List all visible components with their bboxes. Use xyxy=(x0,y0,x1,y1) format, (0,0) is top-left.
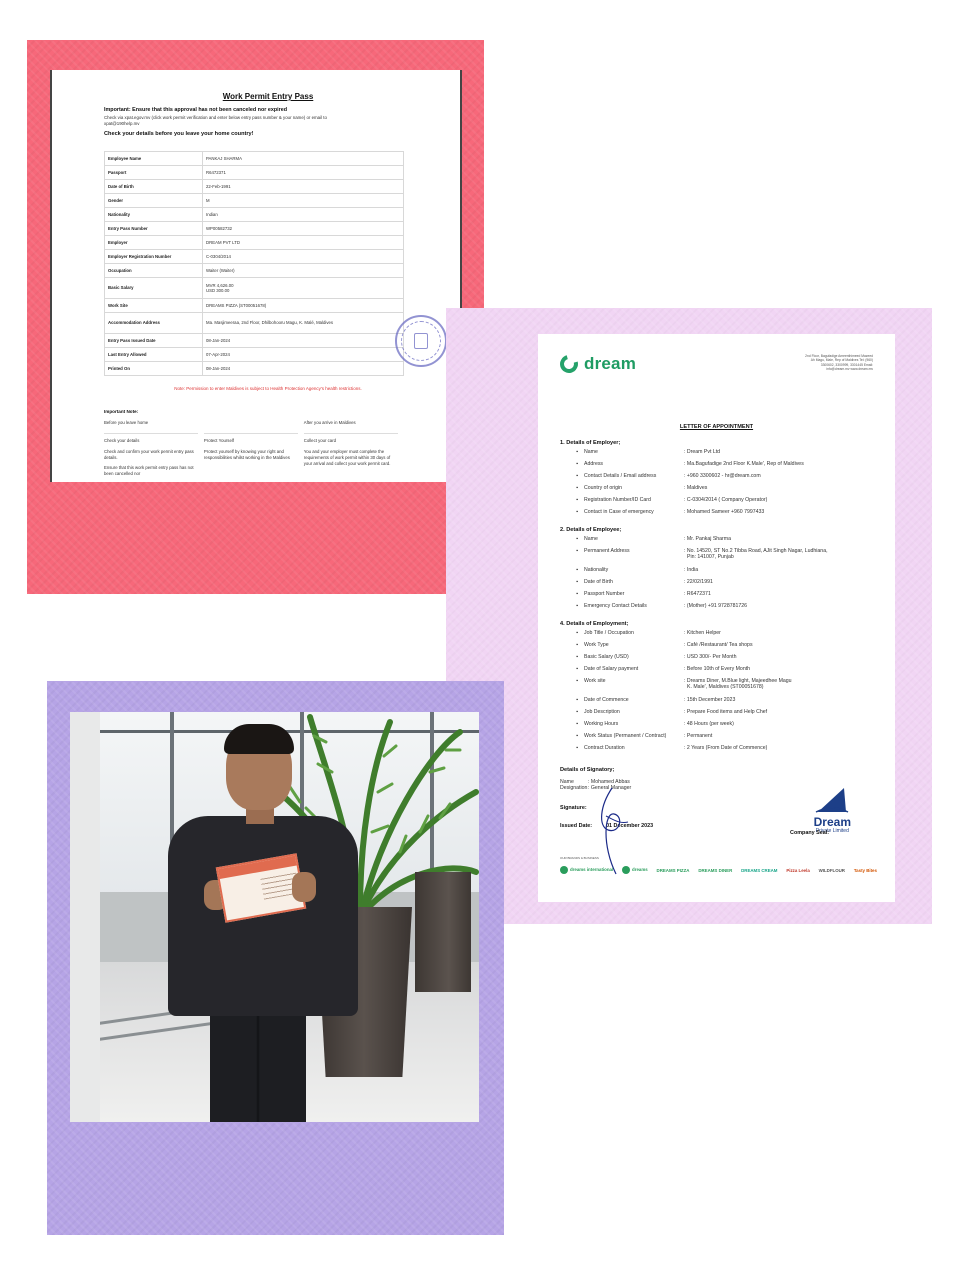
permit-row-label: Printed On xyxy=(105,361,203,375)
permit-row-label: Employer xyxy=(105,235,203,249)
signature-scribble-icon xyxy=(590,786,640,876)
col-title-protect: Protect Yourself xyxy=(203,437,234,443)
permit-row-value: C-0304/2014 xyxy=(203,249,404,263)
permit-title: Work Permit Entry Pass xyxy=(222,92,314,101)
sail-logo-icon xyxy=(814,786,850,814)
plant-pot-right xyxy=(415,872,471,992)
signature-label: Signature: xyxy=(560,805,587,811)
permit-row xyxy=(105,361,404,375)
list-item-label: Basic Salary (USD) xyxy=(584,654,629,660)
dream-logo xyxy=(560,354,636,374)
list-item xyxy=(560,733,873,745)
permit-col-before xyxy=(104,420,204,477)
permit-important-note: Important Note: xyxy=(104,408,139,414)
col-text-protect: Protect yourself by knowing your right and responsibilities whilst working in the Maldives xyxy=(203,448,290,460)
permit-row-value: Ma. Masjimeeraa, 2nd Floor, Dhilbohooru Magu, K. Malé, Maldives xyxy=(203,312,404,333)
list-item-value: : 2 Years (From Date of Commence) xyxy=(684,745,768,751)
permit-row xyxy=(105,263,404,277)
list-item-label: Date of Commence xyxy=(584,697,629,703)
list-item xyxy=(560,666,873,678)
permit-row-value: WP00582732 xyxy=(203,221,404,235)
permit-row xyxy=(105,347,404,361)
list-item-value: : Dream Pvt Ltd xyxy=(684,449,721,455)
list-item-value: : India xyxy=(684,567,699,573)
list-item-value: : Prepare Food items and Help Chef xyxy=(684,709,768,715)
brand-tasty-bites: Tasty Bites xyxy=(853,867,877,873)
permit-row-value: 08-Jan-2024 xyxy=(203,333,404,347)
list-item-label: Date of Salary payment xyxy=(584,666,639,672)
list-item-value: : Dreams Diner, M.Blue light, Majeedhee Magu K. Male', Maldives (ST00051678) xyxy=(684,678,792,690)
list-item xyxy=(560,497,873,509)
list-item xyxy=(560,603,873,615)
list-item-label: Job Description xyxy=(584,709,620,715)
issued-date-label: Issued Date: xyxy=(560,823,593,829)
list-item-value: : Mohamed Sameer +960 7997433 xyxy=(684,509,765,515)
list-item-label: Job Title / Occupation xyxy=(584,630,634,636)
bullet-icon: ▪ xyxy=(576,642,578,648)
bullet-icon: ▪ xyxy=(576,536,578,542)
permit-row xyxy=(105,333,404,347)
list-item-value: : 22/02/1991 xyxy=(684,579,713,585)
permit-row xyxy=(105,249,404,263)
bullet-icon: ▪ xyxy=(576,509,578,515)
header-address: 2nd Floor, Bagufadige Ameenthimeed Mazeed Ah Magu, Male, Rep of Maldives Tel: (960) 3300602, 3300999, 3301445 Email: info@dream.mv www.dream.mv xyxy=(805,354,873,372)
list-item-label: Nationality xyxy=(584,567,609,573)
permit-col-after xyxy=(304,420,404,477)
list-item xyxy=(560,591,873,603)
list-item xyxy=(560,548,873,567)
permit-check-heading: Check your details before you leave your home country! xyxy=(104,130,254,137)
col-text-collect: You and your employer must complete the requirements of work permit within 30 days of your arrival and collect your work permit card. xyxy=(303,448,391,466)
permit-row-value: 08-Jan-2024 xyxy=(203,361,404,375)
list-item-value: : Before 10th of Every Month xyxy=(684,666,751,672)
list-item-label: Work site xyxy=(584,678,606,684)
brand-pizza-leela: Pizza Leela xyxy=(786,867,810,873)
permit-row xyxy=(105,193,404,207)
employment-list xyxy=(560,630,873,757)
company-stamp xyxy=(814,786,851,834)
signatory-designation-label: Designation xyxy=(560,785,588,791)
list-item xyxy=(560,654,873,666)
list-item-label: Working Hours xyxy=(584,721,619,727)
list-item xyxy=(560,473,873,485)
permit-row xyxy=(105,207,404,221)
bullet-icon: ▪ xyxy=(576,654,578,660)
list-item xyxy=(560,485,873,497)
list-item-value: : (Mother) +91 9728781726 xyxy=(684,603,748,609)
list-item-value: : Café /Restaurant/ Tea shops xyxy=(684,642,753,648)
brand-dreams-cream: DREAMS CREAM xyxy=(741,867,778,873)
col-title-collect: Collect your card xyxy=(303,437,337,443)
list-item xyxy=(560,709,873,721)
letter-header xyxy=(560,354,873,402)
list-item xyxy=(560,567,873,579)
brand-wildflour: WILDFLOUR xyxy=(818,867,845,873)
list-item-label: Name xyxy=(584,449,598,455)
dream-logo-icon xyxy=(557,352,582,377)
list-item-label: Contact in Case of emergency xyxy=(584,509,654,515)
bullet-icon: ▪ xyxy=(576,603,578,609)
list-item-label: Work Type xyxy=(584,642,609,648)
stamp-name: Dream xyxy=(813,815,851,829)
permit-row-label: Date of Birth xyxy=(105,179,203,193)
permit-row-label: Nationality xyxy=(105,207,203,221)
permit-row-label: Employee Name xyxy=(105,151,203,165)
list-item-value: : Kitchen Helper xyxy=(684,630,721,636)
list-item-value: : USD 300/- Per Month xyxy=(684,654,737,660)
signatory-designation-value: : General Manager xyxy=(588,785,632,791)
list-item xyxy=(560,745,873,757)
permit-row xyxy=(105,165,404,179)
permit-row-label: Occupation xyxy=(105,263,203,277)
person-hair xyxy=(224,724,294,754)
list-item-label: Work Status (Permanent / Contract) xyxy=(584,733,667,739)
permit-row-label: Entry Pass Issued Date xyxy=(105,333,203,347)
permit-details-table xyxy=(104,151,404,376)
work-permit-document xyxy=(50,70,462,482)
permit-row xyxy=(105,221,404,235)
list-item xyxy=(560,509,873,521)
bullet-icon: ▪ xyxy=(576,721,578,727)
permit-row xyxy=(105,312,404,333)
permit-note-columns xyxy=(104,420,404,477)
permit-row xyxy=(105,298,404,312)
list-item-label: Country of origin xyxy=(584,485,623,491)
list-item xyxy=(560,449,873,461)
company-seal-label: Company Seal: xyxy=(790,830,829,836)
permit-row-value: R6472371 xyxy=(203,165,404,179)
permit-row xyxy=(105,179,404,193)
brand-dreams-pizza: DREAMS PIZZA xyxy=(656,867,690,873)
permit-row-label: Entry Pass Number xyxy=(105,221,203,235)
issued-date-value: 01 December 2023 xyxy=(606,823,654,829)
list-item-label: Emergency Contact Details xyxy=(584,603,647,609)
list-item-label: Registration Number/ID Card xyxy=(584,497,651,503)
permit-col-protect xyxy=(204,420,304,477)
permit-row-label: Gender xyxy=(105,193,203,207)
bullet-icon: ▪ xyxy=(576,709,578,715)
permit-row-value: Waiter (Waiter) xyxy=(203,263,404,277)
bullet-icon: ▪ xyxy=(576,630,578,636)
permit-row-label: Work Site xyxy=(105,298,203,312)
employer-list xyxy=(560,449,873,521)
bullet-icon: ▪ xyxy=(576,485,578,491)
bullet-icon: ▪ xyxy=(576,449,578,455)
permit-row-label: Basic Salary xyxy=(105,277,203,298)
brand-dreams-diner: DREAMS DINER xyxy=(698,867,733,873)
bullet-icon: ▪ xyxy=(576,548,578,554)
list-item-label: Date of Birth xyxy=(584,579,613,585)
brand-dreams-international: dreams international xyxy=(560,866,613,874)
list-item-value: : Ma.Bagufadige 2nd Floor K.Male', Rep of Maldives xyxy=(684,461,804,467)
permit-row-label: Last Entry Allowed xyxy=(105,347,203,361)
list-item-label: Passport Number xyxy=(584,591,625,597)
bullet-icon: ▪ xyxy=(576,567,578,573)
list-item-label: Name xyxy=(584,536,598,542)
permit-note: Check via xpat.egov.mv (click work permit verification and enter below entry pass number & your name) or email to xpat@190help.mv xyxy=(104,115,327,126)
list-item-value: : +960 3300602 - hr@dream.com xyxy=(684,473,761,479)
list-item-value: : 48 Hours (per week) xyxy=(684,721,734,727)
list-item xyxy=(560,536,873,548)
permit-row-value: PANKAJ SHARMA xyxy=(203,151,404,165)
stamp-subtitle: Private Limited xyxy=(815,828,849,834)
section-employer: 1. Details of Employer; xyxy=(560,440,621,446)
bullet-icon: ▪ xyxy=(576,497,578,503)
brand-logos-row xyxy=(560,866,877,874)
list-item-label: Address xyxy=(584,461,604,467)
brand-name: dream xyxy=(584,354,637,373)
section-employee: 2. Details of Employee; xyxy=(560,527,622,533)
list-item-value: : 15th December 2023 xyxy=(684,697,736,703)
brand-dreams: dreams xyxy=(622,866,648,874)
col-head-after: After you arrive in Maldives xyxy=(304,420,398,434)
permit-row-value: 07-Apr-2024 xyxy=(203,347,404,361)
bullet-icon: ▪ xyxy=(576,697,578,703)
traveler-photo xyxy=(70,712,479,1122)
col-head-before: Before you leave home xyxy=(104,420,198,434)
permit-row-value: DREAMS PIZZA (ST00051678) xyxy=(203,298,404,312)
list-item-value: : No. 14520, ST No.2 Tibba Road, AJit Singh Nagar, Ludhiana, Pin: 141007, Punjab xyxy=(684,548,828,560)
brands-label: OUR BRANDS & BUSINESS xyxy=(560,856,599,860)
col-title-check: Check your details xyxy=(104,437,140,443)
permit-warning: Note: Permission to enter Maldives is subject to Health Protection Agency's health restrictions. xyxy=(174,385,362,391)
employee-list xyxy=(560,536,873,615)
list-item xyxy=(560,721,873,733)
permit-row-value: MVR 4,626.00 USD 300.00 xyxy=(203,277,404,298)
col-text-check: Check and confirm your work permit entry pass details. xyxy=(104,448,194,460)
person-legs xyxy=(210,1008,306,1122)
bullet-icon: ▪ xyxy=(576,733,578,739)
permit-row-label: Passport xyxy=(105,165,203,179)
bullet-icon: ▪ xyxy=(576,473,578,479)
government-seal-icon xyxy=(395,315,447,367)
permit-important: Important: Ensure that this approval has not been canceled nor expired xyxy=(104,107,288,113)
permit-row-value: M xyxy=(203,193,404,207)
list-item-value: : Mr. Pankaj Sharma xyxy=(684,536,731,542)
section-employment: 4. Details of Employment; xyxy=(560,621,629,627)
list-item xyxy=(560,630,873,642)
permit-row-value: 22-Feb-1991 xyxy=(203,179,404,193)
list-item-label: Permanent Address xyxy=(584,548,630,554)
list-item xyxy=(560,678,873,697)
permit-row xyxy=(105,235,404,249)
list-item-value: : C-0304/2014 ( Company Operator) xyxy=(684,497,768,503)
appointment-letter xyxy=(538,334,895,902)
bullet-icon: ▪ xyxy=(576,745,578,751)
permit-row-label: Employer Registration Number xyxy=(105,249,203,263)
signatory-name-value: : Mohamed Abbas xyxy=(588,779,630,785)
list-item xyxy=(560,579,873,591)
permit-row xyxy=(105,151,404,165)
permit-row-value: DREAM PVT LTD xyxy=(203,235,404,249)
bullet-icon: ▪ xyxy=(576,666,578,672)
list-item xyxy=(560,642,873,654)
permit-row-label: Accommodation Address xyxy=(105,312,203,333)
permit-row xyxy=(105,277,404,298)
col-text-check-2: Ensure that this work permit entry pass has not been cancelled nor xyxy=(104,464,194,476)
signatory-name-label: Name xyxy=(560,779,574,785)
list-item-label: Contact Details / Email address xyxy=(584,473,657,479)
bullet-icon: ▪ xyxy=(576,579,578,585)
list-item-value: : Maldives xyxy=(684,485,708,491)
letter-title: LETTER OF APPOINTMENT xyxy=(679,424,754,430)
list-item-label: Contract Duration xyxy=(584,745,625,751)
permit-row-value: Indian xyxy=(203,207,404,221)
bullet-icon: ▪ xyxy=(576,678,578,684)
section-signatory: Details of Signatory; xyxy=(560,767,615,773)
list-item xyxy=(560,697,873,709)
list-item xyxy=(560,461,873,473)
list-item-value: : R6472371 xyxy=(684,591,711,597)
bullet-icon: ▪ xyxy=(576,591,578,597)
bullet-icon: ▪ xyxy=(576,461,578,467)
list-item-value: : Permanent xyxy=(684,733,713,739)
